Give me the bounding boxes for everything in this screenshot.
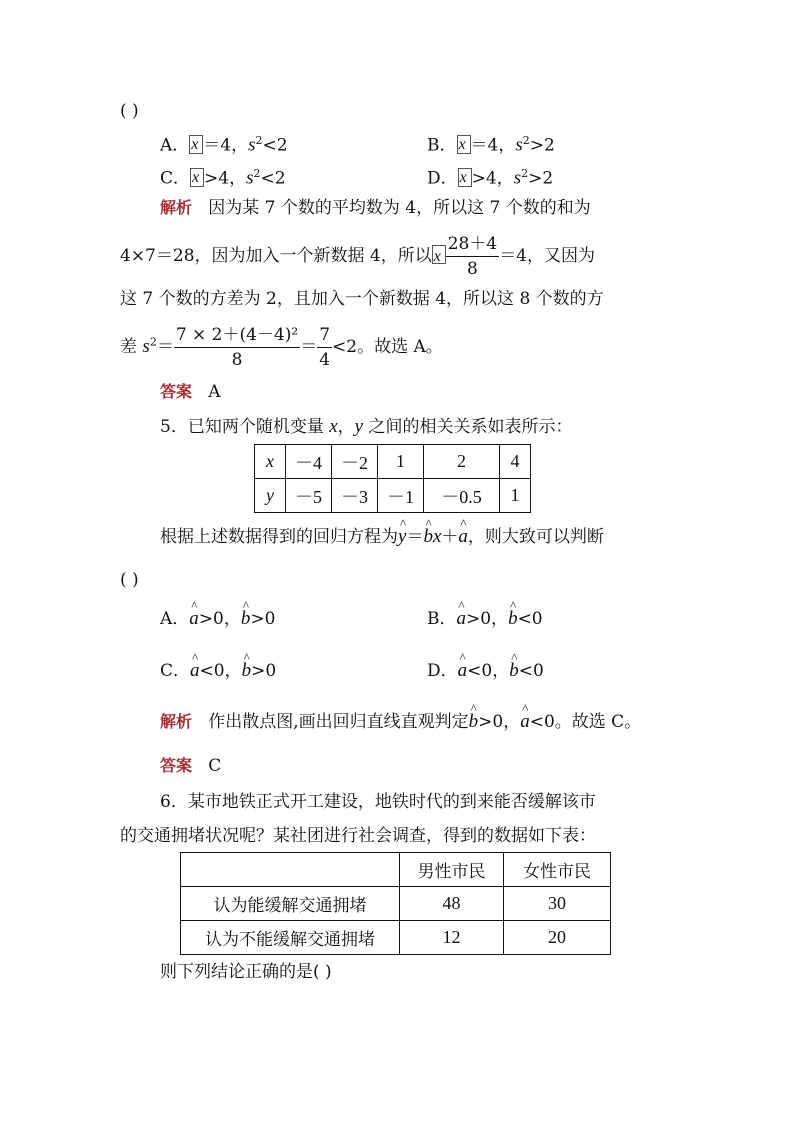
explanation-label: 解析 bbox=[160, 198, 193, 217]
answer-label: 答案 bbox=[160, 382, 193, 401]
table-row bbox=[181, 921, 611, 955]
separator: ， bbox=[337, 417, 355, 437]
table-cell: －4 bbox=[286, 445, 332, 479]
q5-option-d bbox=[427, 660, 544, 682]
option-letter: B． bbox=[427, 609, 457, 629]
option-relation: <0 bbox=[517, 609, 543, 629]
stem-text: 之间的相关关系如表所示： bbox=[363, 417, 573, 437]
option-relation: <2 bbox=[262, 135, 288, 156]
plus-sign: ＋ bbox=[441, 527, 459, 547]
table-cell: 1 bbox=[378, 445, 424, 479]
option-relation: <0， bbox=[199, 661, 242, 681]
x-bar-symbol: x bbox=[457, 135, 471, 154]
explanation-text: <2。故选 A。 bbox=[332, 337, 443, 357]
b-hat-symbol: ^ b bbox=[469, 711, 479, 733]
option-relation: ＝4， bbox=[470, 135, 516, 156]
option-relation: <2 bbox=[260, 168, 286, 189]
fraction-denominator: 4 bbox=[319, 350, 331, 370]
table-cell: 认为能缓解交通拥堵 bbox=[181, 887, 400, 921]
q5-answer-line bbox=[160, 755, 221, 777]
superscript: 2 bbox=[255, 134, 263, 147]
table-cell: －1 bbox=[378, 479, 424, 513]
b-hat-symbol: ^ b bbox=[509, 660, 519, 682]
explanation-text: 差 bbox=[120, 337, 143, 357]
option-relation: >0 bbox=[251, 661, 277, 681]
q4-option-a bbox=[160, 130, 288, 157]
q4-explanation-line-1 bbox=[160, 197, 591, 219]
option-relation: >4， bbox=[204, 168, 247, 189]
x-bar-symbol: x bbox=[432, 245, 446, 264]
equals-sign: ＝ bbox=[300, 337, 318, 357]
variance-symbol: s bbox=[248, 134, 256, 156]
a-hat-symbol: ^ a bbox=[189, 608, 199, 630]
q4-explanation-line-4 bbox=[120, 323, 443, 372]
table-header-cell bbox=[181, 853, 400, 887]
b-hat-symbol: ^ b bbox=[508, 608, 518, 630]
table-header-cell: 女性市民 bbox=[504, 853, 611, 887]
variable-x: x bbox=[329, 416, 338, 437]
fraction-numerator: 7 × 2＋(4－4)² bbox=[174, 323, 300, 348]
table-cell: 30 bbox=[504, 887, 611, 921]
q4-option-c bbox=[160, 163, 286, 190]
table-row bbox=[181, 887, 611, 921]
q5-option-c bbox=[160, 660, 276, 682]
x-bar-symbol: x bbox=[189, 135, 203, 154]
a-hat-symbol: ^ a bbox=[457, 608, 467, 630]
explanation-text: ＝4，又因为 bbox=[499, 246, 596, 266]
answer-value: C bbox=[208, 756, 222, 776]
fraction bbox=[317, 323, 332, 372]
table-cell: 20 bbox=[504, 921, 611, 955]
explanation-text: 4×7＝28，因为加入一个新数据 4，所以 bbox=[120, 246, 432, 266]
explanation-text: 作出散点图,画出回归直线直观判定 bbox=[208, 712, 469, 732]
variance-symbol: s bbox=[513, 167, 522, 189]
answer-value: A bbox=[208, 382, 221, 402]
b-hat-symbol: ^ b bbox=[242, 660, 252, 682]
fraction bbox=[446, 232, 499, 281]
superscript: 2 bbox=[253, 167, 261, 180]
y-hat-symbol: ^ y bbox=[398, 526, 406, 548]
table-cell: 4 bbox=[500, 445, 531, 479]
answer-label: 答案 bbox=[160, 756, 193, 775]
option-letter: C． bbox=[160, 168, 191, 189]
option-letter: A． bbox=[160, 135, 190, 156]
explanation-label: 解析 bbox=[160, 712, 193, 731]
option-relation: >0， bbox=[198, 609, 241, 629]
option-letter: C． bbox=[160, 661, 191, 681]
table-cell: －2 bbox=[332, 445, 378, 479]
table-header-cell: 男性市民 bbox=[400, 853, 504, 887]
option-relation: >2 bbox=[528, 168, 554, 189]
option-letter: B． bbox=[427, 135, 457, 156]
superscript: 2 bbox=[521, 167, 529, 180]
option-relation: >0， bbox=[466, 609, 509, 629]
q5-explanation-line bbox=[160, 711, 641, 733]
option-relation: ＝4， bbox=[203, 135, 249, 156]
stem-text: 5．已知两个随机变量 bbox=[160, 417, 330, 437]
q5-option-a bbox=[160, 608, 275, 630]
a-hat-symbol: ^ a bbox=[520, 711, 530, 733]
table-cell: －3 bbox=[332, 479, 378, 513]
table-cell: 48 bbox=[400, 887, 504, 921]
b-hat-symbol: ^ b bbox=[241, 608, 251, 630]
table-cell: 12 bbox=[400, 921, 504, 955]
table-cell: 2 bbox=[424, 445, 500, 479]
option-letter: D． bbox=[427, 168, 458, 189]
explanation-text: >0， bbox=[478, 712, 521, 732]
q5-stem bbox=[160, 416, 573, 438]
b-hat-symbol: ^ b bbox=[423, 526, 433, 548]
table-row bbox=[255, 479, 531, 513]
option-relation: >0 bbox=[250, 609, 276, 629]
q4-answer-line bbox=[160, 381, 221, 403]
q5-data-table bbox=[254, 444, 531, 513]
q6-stem-line-2: 的交通拥堵状况呢？某社团进行社会调查，得到的数据如下表： bbox=[120, 826, 596, 846]
q6-closing-line: 则下列结论正确的是( ) bbox=[160, 962, 332, 982]
stem-text: 根据上述数据得到的回归方程为 bbox=[160, 527, 398, 547]
table-cell: 1 bbox=[500, 479, 531, 513]
q4-explanation-line-2 bbox=[120, 232, 595, 281]
q5-answer-bracket: ( ) bbox=[120, 570, 139, 590]
fraction-denominator: 8 bbox=[467, 259, 478, 279]
q4-option-b bbox=[427, 130, 555, 157]
a-hat-symbol: ^ a bbox=[458, 526, 468, 548]
a-hat-symbol: ^ a bbox=[458, 660, 468, 682]
option-relation: >4， bbox=[471, 168, 514, 189]
option-relation: <0 bbox=[518, 661, 544, 681]
equals-sign: ＝ bbox=[156, 337, 174, 357]
x-bar-symbol: x bbox=[458, 168, 472, 187]
variable-x: x bbox=[432, 526, 442, 547]
stem-text: ，则大致可以判断 bbox=[467, 527, 604, 547]
table-cell: －5 bbox=[286, 479, 332, 513]
table-row bbox=[255, 445, 531, 479]
variance-symbol: s bbox=[515, 134, 523, 156]
table-cell: 认为不能缓解交通拥堵 bbox=[181, 921, 400, 955]
q6-survey-table bbox=[180, 852, 611, 955]
q5-option-b bbox=[427, 608, 543, 630]
q5-regression-line bbox=[160, 526, 604, 548]
option-letter: A． bbox=[160, 609, 190, 629]
option-relation: >2 bbox=[529, 135, 555, 156]
table-header-row bbox=[181, 853, 611, 887]
equals-sign: ＝ bbox=[406, 527, 424, 547]
fraction-denominator: 8 bbox=[231, 350, 243, 370]
option-relation: <0， bbox=[467, 661, 510, 681]
table-cell: x bbox=[255, 445, 286, 479]
variance-symbol: s bbox=[246, 167, 254, 189]
fraction bbox=[174, 323, 300, 372]
a-hat-symbol: ^ a bbox=[190, 660, 200, 682]
option-letter: D． bbox=[427, 661, 458, 681]
fraction-numerator: 28＋4 bbox=[446, 232, 499, 257]
table-cell: －0.5 bbox=[424, 479, 500, 513]
superscript: 2 bbox=[149, 335, 157, 349]
x-bar-symbol: x bbox=[190, 168, 204, 187]
explanation-text: 因为某 7 个数的平均数为 4，所以这 7 个数的和为 bbox=[208, 198, 591, 218]
q6-stem-line-1: 6．某市地铁正式开工建设，地铁时代的到来能否缓解该市 bbox=[160, 792, 596, 812]
q4-answer-bracket: ( ) bbox=[120, 101, 139, 121]
explanation-text: <0。故选 C。 bbox=[529, 712, 642, 732]
table-cell: y bbox=[255, 479, 286, 513]
variance-symbol: s bbox=[142, 336, 150, 357]
superscript: 2 bbox=[522, 134, 530, 147]
variable-y: y bbox=[354, 416, 364, 437]
fraction-numerator: 7 bbox=[317, 323, 332, 348]
q4-option-d bbox=[427, 163, 553, 190]
q4-explanation-line-3: 这 7 个数的方差为 2，且加入一个新数据 4，所以这 8 个数的方 bbox=[120, 289, 604, 309]
